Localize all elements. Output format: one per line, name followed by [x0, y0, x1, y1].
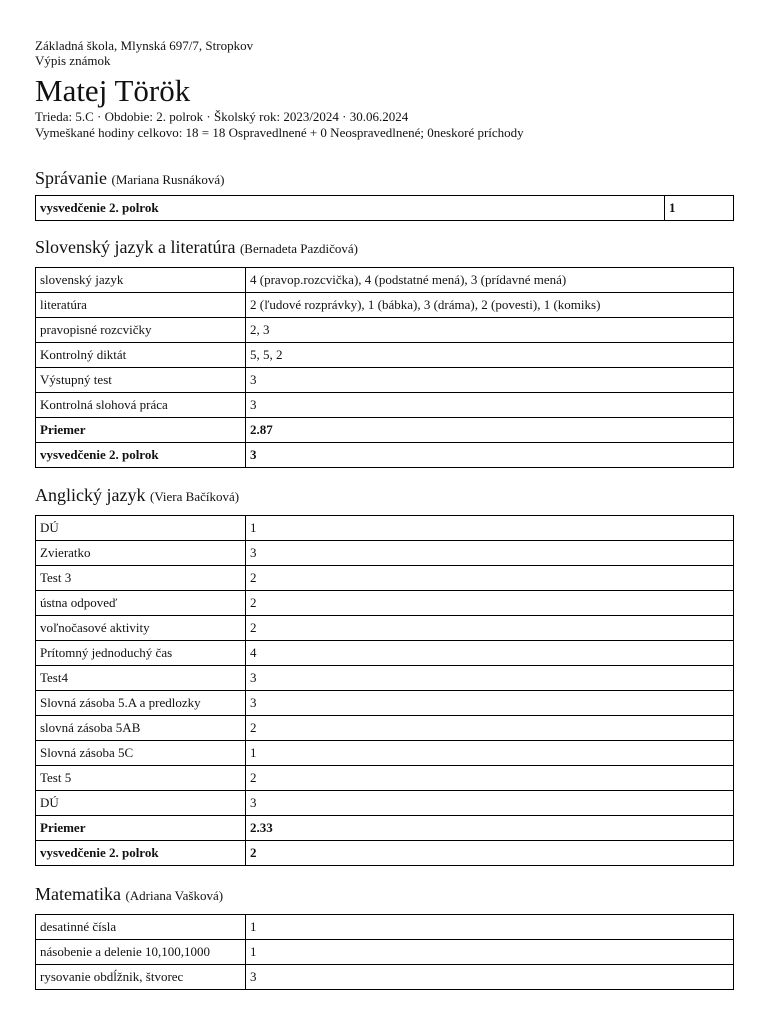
grade-category: Slovná zásoba 5C: [36, 741, 246, 766]
grade-values: 2 (ľudové rozprávky), 1 (bábka), 3 (dráma), 2 (povesti), 1 (komiks): [246, 293, 734, 318]
grade-values: 4: [246, 641, 734, 666]
summary-row: [36, 443, 734, 468]
grade-category: Zvieratko: [36, 541, 246, 566]
grade-row: [36, 641, 734, 666]
grade-category: Kontrolný diktát: [36, 343, 246, 368]
grade-values: 3: [246, 666, 734, 691]
grade-row: [36, 541, 734, 566]
grade-category: ústna odpoveď: [36, 591, 246, 616]
grade-category: vysvedčenie 2. polrok: [36, 841, 246, 866]
subject-name: Anglický jazyk: [35, 485, 146, 505]
grade-category: vysvedčenie 2. polrok: [36, 443, 246, 468]
grade-values: 3: [246, 791, 734, 816]
grade-row: [36, 791, 734, 816]
grade-row: [36, 393, 734, 418]
summary-row: [36, 816, 734, 841]
grade-row: [36, 616, 734, 641]
subject-name: Slovenský jazyk a literatúra: [35, 237, 236, 257]
subject-teacher: (Mariana Rusnáková): [111, 172, 225, 187]
report-page: [0, 0, 768, 141]
summary-row: [36, 418, 734, 443]
grade-category: DÚ: [36, 516, 246, 541]
grades-table: [35, 267, 734, 468]
grade-category: Priemer: [36, 418, 246, 443]
grade-row: [36, 965, 734, 990]
grade-category: Prítomný jednoduchý čas: [36, 641, 246, 666]
grades-table: [35, 195, 734, 221]
grade-values: 3: [246, 541, 734, 566]
grade-category: násobenie a delenie 10,100,1000: [36, 940, 246, 965]
grades-table: [35, 515, 734, 866]
grade-row: [36, 915, 734, 940]
grade-values: 2.33: [246, 816, 734, 841]
grade-values: 4 (pravop.rozcvička), 4 (podstatné mená), 3 (prídavné mená): [246, 268, 734, 293]
class-info: Trieda: 5.C · Obdobie: 2. polrok · Školský rok: 2023/2024 · 30.06.2024: [35, 109, 409, 124]
grade-category: Výstupný test: [36, 368, 246, 393]
grade-row: [36, 368, 734, 393]
subject-teacher: (Bernadeta Pazdičová): [239, 241, 358, 256]
subject-name: Matematika: [35, 884, 121, 904]
grade-values: 2: [246, 841, 734, 866]
grade-values: 1: [246, 741, 734, 766]
grade-row: [36, 318, 734, 343]
grade-values: 3: [246, 965, 734, 990]
grade-values: 3: [246, 393, 734, 418]
grade-category: vysvedčenie 2. polrok: [36, 196, 665, 221]
grade-row: [36, 566, 734, 591]
grade-values: 5, 5, 2: [246, 343, 734, 368]
subject-section-anglictina: [35, 485, 734, 866]
grade-category: Test 5: [36, 766, 246, 791]
grade-row: [36, 516, 734, 541]
school-name: Základná škola, Mlynská 697/7, Stropkov: [35, 38, 254, 53]
grade-category: Test4: [36, 666, 246, 691]
subject-title: [35, 884, 734, 906]
grade-category: Slovná zásoba 5.A a predlozky: [36, 691, 246, 716]
grade-values: 1: [246, 516, 734, 541]
subject-section-spravanie: [35, 168, 734, 221]
grade-values: 3: [246, 443, 734, 468]
subject-title: [35, 485, 734, 507]
grade-values: 2: [246, 716, 734, 741]
grade-category: pravopisné rozcvičky: [36, 318, 246, 343]
document-type: Výpis známok: [35, 53, 111, 68]
grade-category: desatinné čísla: [36, 915, 246, 940]
grade-category: literatúra: [36, 293, 246, 318]
grade-row: [36, 766, 734, 791]
grade-values: 2.87: [246, 418, 734, 443]
grade-values: 2: [246, 616, 734, 641]
summary-row: [36, 196, 734, 221]
subject-teacher: (Viera Bačíková): [149, 489, 240, 504]
grade-values: 1: [665, 196, 734, 221]
student-name: Matej Török: [35, 73, 191, 108]
grade-values: 2: [246, 591, 734, 616]
subject-name: Správanie: [35, 168, 107, 188]
subject-section-slovencina: [35, 237, 734, 468]
grade-row: [36, 343, 734, 368]
grade-row: [36, 741, 734, 766]
grade-row: [36, 716, 734, 741]
grade-values: 2: [246, 766, 734, 791]
grade-values: 2, 3: [246, 318, 734, 343]
grades-table: [35, 914, 734, 990]
subject-section-matematika: [35, 884, 734, 990]
grade-values: 3: [246, 368, 734, 393]
grade-values: 1: [246, 940, 734, 965]
absence-summary: Vymeškané hodiny celkovo: 18 = 18 Ospravedlnené + 0 Neospravedlnené; 0neskoré príchody: [35, 125, 524, 140]
grade-values: 3: [246, 691, 734, 716]
subject-title: [35, 168, 734, 190]
grade-row: [36, 591, 734, 616]
grade-row: [36, 691, 734, 716]
subject-teacher: (Adriana Vašková): [125, 888, 224, 903]
grade-category: rysovanie obdĺžnik, štvorec: [36, 965, 246, 990]
grade-category: DÚ: [36, 791, 246, 816]
grade-values: 1: [246, 915, 734, 940]
grade-category: Priemer: [36, 816, 246, 841]
grade-row: [36, 293, 734, 318]
grade-row: [36, 666, 734, 691]
grade-category: Test 3: [36, 566, 246, 591]
grade-category: voľnočasové aktivity: [36, 616, 246, 641]
grade-values: 2: [246, 566, 734, 591]
subject-title: [35, 237, 734, 259]
grade-row: [36, 940, 734, 965]
summary-row: [36, 841, 734, 866]
grade-category: slovná zásoba 5AB: [36, 716, 246, 741]
grade-category: Kontrolná slohová práca: [36, 393, 246, 418]
grade-category: slovenský jazyk: [36, 268, 246, 293]
grade-row: [36, 268, 734, 293]
